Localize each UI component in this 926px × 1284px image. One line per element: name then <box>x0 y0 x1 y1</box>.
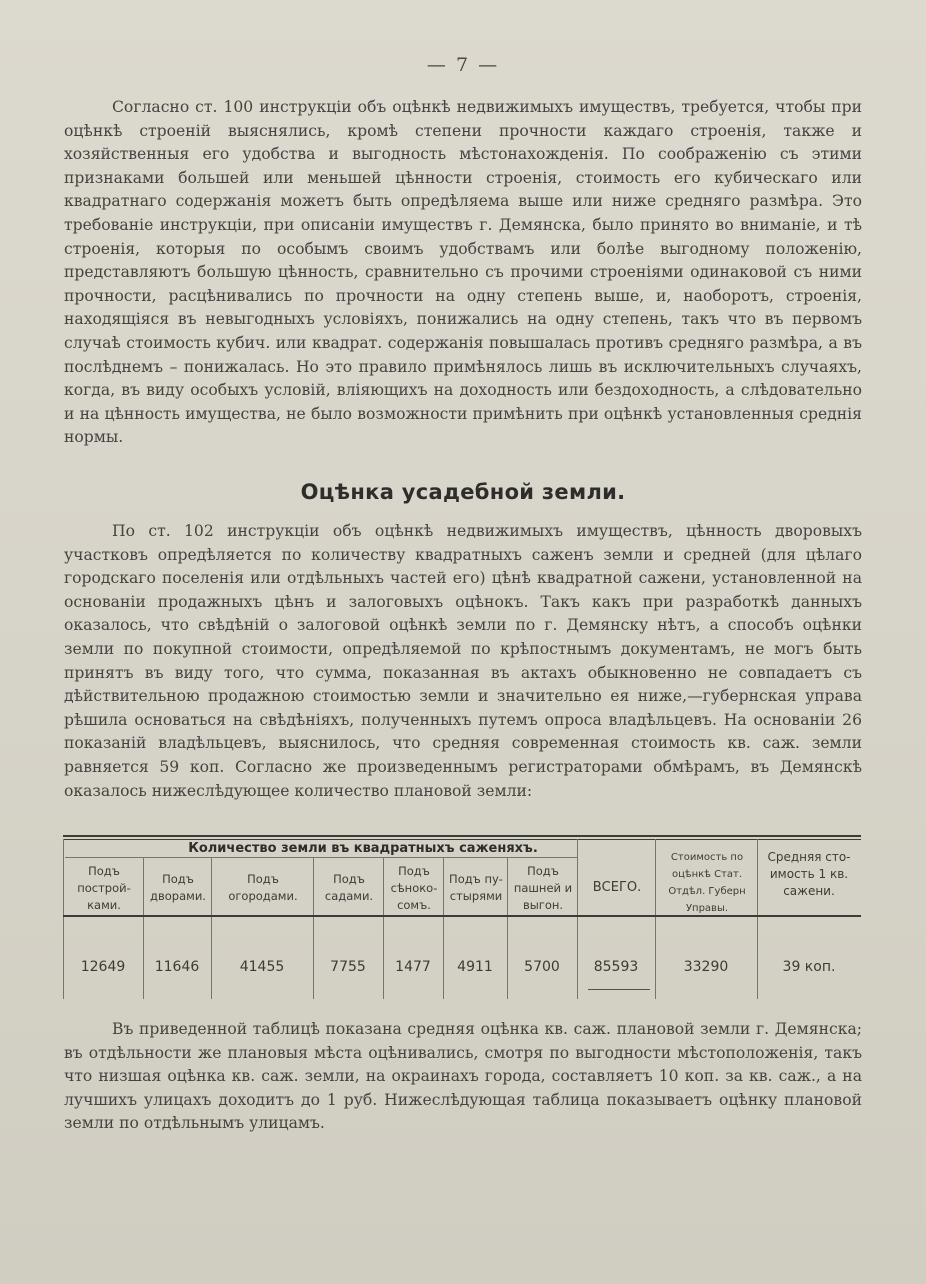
table-group-rule <box>65 857 577 858</box>
table-cell: 12649 <box>80 959 126 975</box>
table-group-header: Количество земли въ квадратныхъ саженяхъ. <box>188 841 538 856</box>
column-header-cost: Стоимость по оцѣнкѣ Стат. Отдѣл. Губерн Управы. <box>668 852 746 914</box>
paragraph-table-commentary: Въ приведенной таблицѣ показана средняя оцѣнка кв. саж. плановой земли г. Демянска; въ отдѣльности же плановыя мѣста оцѣнивались, смотря по выгодности мѣстоположенія, такъ что низшая оцѣнка кв. саж. земли, на окраинахъ города, составляетъ 10 коп. за кв. саж., а на лучшихъ улицахъ доходитъ до 1 руб. Нижеслѣдующая таблица показываетъ оцѣнку плановой земли по отдѣльнымъ улицамъ. <box>64 1020 862 1133</box>
land-area-table <box>63 835 861 1000</box>
column-header-plough-pasture: Подъ пашней и выгон. <box>513 864 573 912</box>
page-number: — 7 — <box>426 54 500 76</box>
column-header-total: ВСЕГО. <box>592 880 642 895</box>
table-cell: 33290 <box>683 959 729 975</box>
table-top-rule-thin <box>63 839 861 840</box>
column-header-orchards: Подъ садами. <box>324 872 374 903</box>
table-vline <box>577 839 578 999</box>
table-cell: 41455 <box>239 959 285 975</box>
table-cell: 39 коп. <box>782 959 836 975</box>
table-header-rule <box>63 915 861 917</box>
table-top-rule <box>63 835 861 837</box>
table-vline <box>757 839 758 999</box>
total-underline <box>588 989 650 990</box>
table-cell: 7755 <box>330 959 366 975</box>
table-vline <box>313 857 314 999</box>
section-heading: Оцѣнка усадебной земли. <box>300 480 626 504</box>
paragraph-building-valuation: Согласно ст. 100 инструкціи объ оцѣнкѣ недвижимыхъ имуществъ, требуется, чтобы при оцѣнкѣ строеній выяснялись, кромѣ степени прочности каждаго строенія, также и хозяйственныя его удобства и выгодность мѣстонахожденія. По соображенію съ этими признаками большей или меньшей цѣнности строенія, стоимость его кубическаго или квадратнаго содержанія можетъ быть опредѣляема выше или ниже средняго размѣра. Это требованіе инструкціи, при описаніи имуществъ г. Демянска, было принято во вниманіе, и тѣ строенія, которыя по особымъ своимъ удобствамъ или болѣе выгодному положенію, представляютъ большую цѣнность, сравнительно съ прочими строеніями одинаковой съ ними прочности, расцѣнивались по прочности на одну степень выше, и, наоборотъ, строенія, находящіяся въ невыгодныхъ условіяхъ, понижались на одну степень, такъ что въ первомъ случаѣ стоимость кубич. или квадрат. содержанія повышалась противъ средняго размѣра, а въ послѣднемъ – понижалась. Но это правило примѣнялось лишь въ исключительныхъ случаяхъ, когда, въ виду особыхъ условій, вліяющихъ на доходность или бездоходность, а слѣдовательно и на цѣнность имущества, не было возможности примѣнить при оцѣнкѣ установленныя среднія нормы. <box>64 98 862 447</box>
column-header-hayfields: Подъ сѣноко- сомъ. <box>390 864 438 912</box>
column-header-average: Средняя сто- имость 1 кв. сажени. <box>767 850 851 898</box>
table-cell: 11646 <box>154 959 200 975</box>
column-header-gardens: Подъ огородами. <box>228 872 298 903</box>
table-vline <box>63 839 64 999</box>
table-cell: 1477 <box>395 959 431 975</box>
table-vline <box>383 857 384 999</box>
table-cell: 5700 <box>524 959 560 975</box>
table-vline <box>655 839 656 999</box>
table-cell-total: 85593 <box>593 959 639 975</box>
column-header-yards: Подъ дворами. <box>150 872 206 903</box>
table-vline <box>507 857 508 999</box>
column-header-wasteland: Подъ пу- стырями <box>449 872 503 903</box>
table-cell: 4911 <box>457 959 493 975</box>
table-vline <box>443 857 444 999</box>
column-header-buildings: Подъ построй- ками. <box>77 864 131 912</box>
paragraph-land-valuation: По ст. 102 инструкціи объ оцѣнкѣ недвижимыхъ имуществъ, цѣнность дворовыхъ участковъ опредѣляется по количеству квадратныхъ саженъ земли и средней (для цѣлаго городскаго поселенія или отдѣльныхъ частей его) цѣнѣ квадратной сажени, установленной на основаніи продажныхъ цѣнъ и залоговыхъ оцѣнокъ. Такъ какъ при разработкѣ данныхъ оказалось, что свѣдѣній о залоговой оцѣнкѣ земли по г. Демянску нѣтъ, а способъ оцѣнки земли по покупной стоимости, опредѣляемой по крѣпостнымъ документамъ, не могъ быть принятъ въ виду того, что сумма, показанная въ актахъ обыкновенно не совпадаетъ съ дѣйствительною продажною стоимостью земли и значительно ея ниже,—губернская управа рѣшила основаться на свѣдѣніяхъ, полученныхъ путемъ опроса владѣльцевъ. На основаніи 26 показаній владѣльцевъ, выяснилось, что средняя современная стоимость кв. саж. земли равняется 59 коп. Согласно же произведеннымъ регистраторами обмѣрамъ, въ Демянскѣ оказалось нижеслѣдующее количество плановой земли: <box>64 522 862 800</box>
table-vline <box>143 857 144 999</box>
table-vline <box>211 857 212 999</box>
